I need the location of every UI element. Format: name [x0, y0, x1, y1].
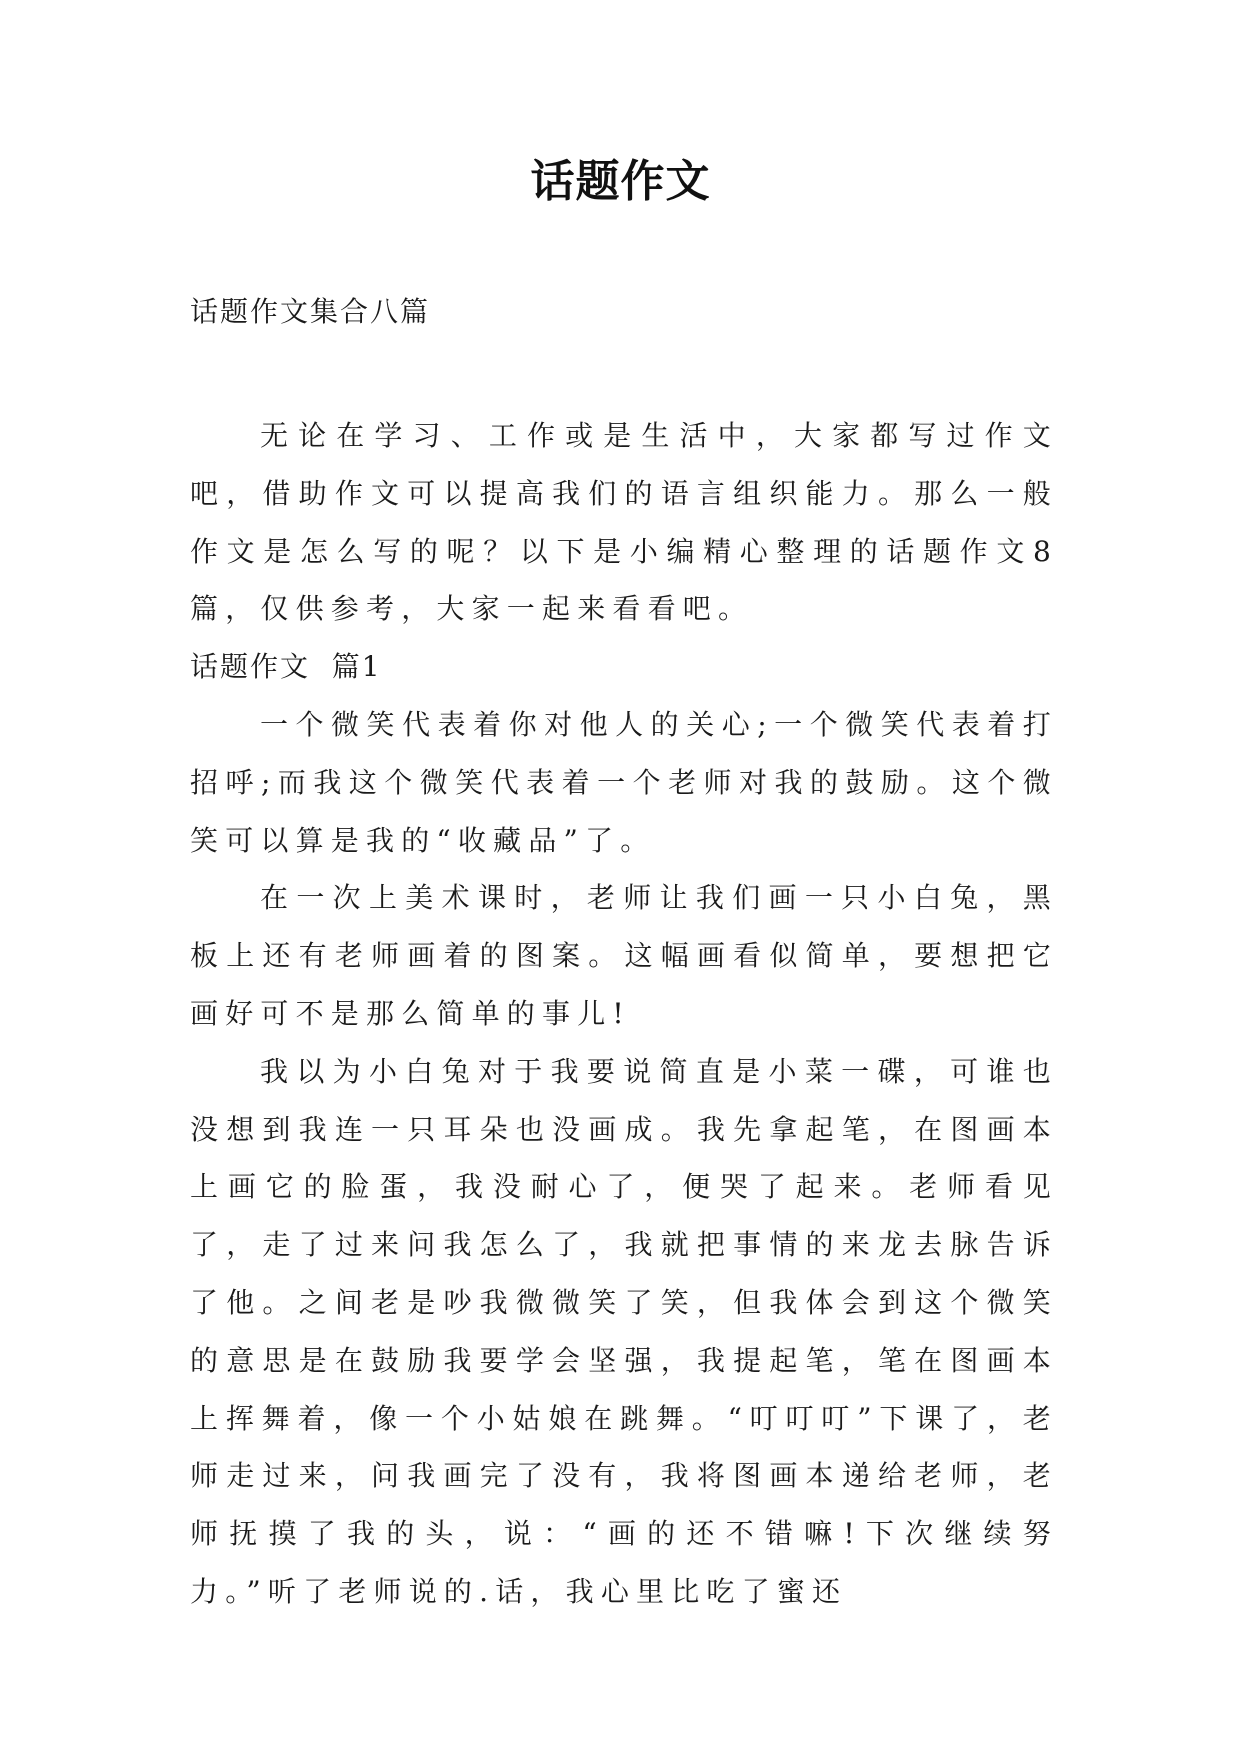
body-paragraph: 我以为小白兔对于我要说简直是小菜一碟，可谁也没想到我连一只耳朵也没画成。我先拿起笔，在图画本上画它的脸蛋，我没耐心了，便哭了起来。老师看见了，走了过来问我怎么了，我就把事情的来龙去脉告诉了他。之间老是吵我微微笑了笑，但我体会到这个微笑的意思是在鼓励我要学会坚强，我提起笔，笔在图画本上挥舞着，像一个小姑娘在跳舞。“叮叮叮”下课了，老师走过来，问我画完了没有，我将图画本递给老师，老师抚摸了我的头，说：“画的还不错嘛!下次继续努力。”听了老师说的.话，我心里比吃了蜜还: [190, 1054, 1058, 1608]
section-heading: 话题作文 篇1: [190, 650, 382, 684]
body-paragraph: 在一次上美术课时，老师让我们画一只小白兔，黑板上还有老师画着的图案。这幅画看似简单，要想把它画好可不是那么简单的事儿!: [190, 881, 1058, 1030]
body-paragraph: 一个微笑代表着你对他人的关心;一个微笑代表着打招呼;而我这个微笑代表着一个老师对我的鼓励。这个微笑可以算是我的“收藏品”了。: [190, 707, 1058, 857]
document-title: 话题作文: [530, 156, 711, 207]
document-subtitle: 话题作文集合八篇: [190, 295, 431, 328]
document-body: [190, 407, 1058, 1621]
intro-paragraph: 无论在学习、工作或是生活中，大家都写过作文吧，借助作文可以提高我们的语言组织能力。那么一般作文是怎么写的呢？以下是小编精心整理的话题作文8篇，仅供参考，大家一起来看看吧。: [190, 419, 1058, 626]
